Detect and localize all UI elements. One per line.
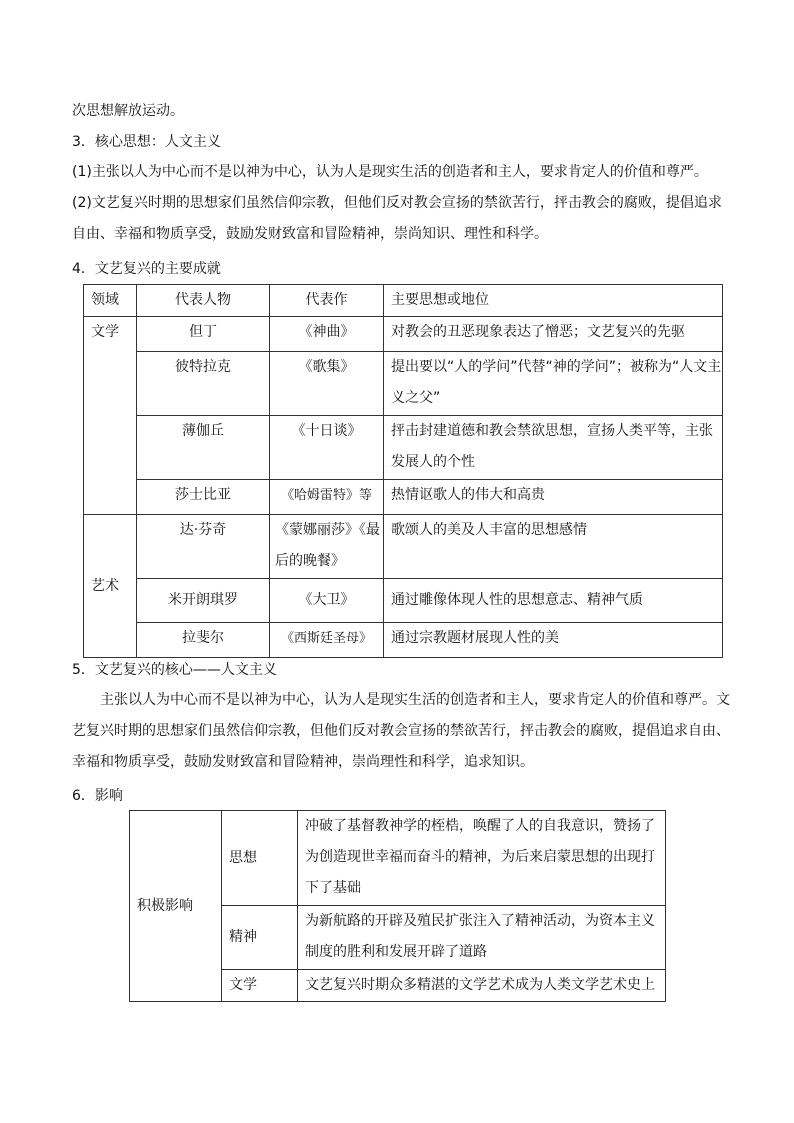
work-cell: 《蒙娜丽莎》《最后的晚餐》 bbox=[270, 515, 384, 579]
field-art: 艺术 bbox=[84, 515, 137, 658]
achievements-table bbox=[83, 284, 723, 658]
header-field: 领域 bbox=[84, 285, 137, 317]
influence-text: 为新航路的开辟及殖民扩张注入了精神活动，为资本主义制度的胜利和发展开辟了道路 bbox=[298, 906, 666, 970]
header-person: 代表人物 bbox=[137, 285, 270, 317]
influence-text: 文艺复兴时期众多精湛的文学艺术成为人类文学艺术史上 bbox=[298, 970, 666, 1002]
field-literature: 文学 bbox=[84, 317, 137, 515]
idea-cell: 通过雕像体现人性的思想意志、精神气质 bbox=[384, 579, 723, 623]
table-row bbox=[84, 352, 723, 416]
section-3-point-2: (2)文艺复兴时期的思想家们虽然信仰宗教，但他们反对教会宣扬的禁欲苦行，抨击教会的腐败，提倡追求自由、幸福和物质享受，鼓励发财致富和冒险精神，崇尚知识、理性和科学。 bbox=[72, 195, 722, 242]
work-cell: 《大卫》 bbox=[270, 579, 384, 623]
section-3-heading: 3．核心思想：人文主义 bbox=[72, 134, 221, 150]
aspect-cell: 思想 bbox=[222, 811, 298, 906]
header-idea: 主要思想或地位 bbox=[384, 285, 723, 317]
table-row bbox=[84, 515, 723, 579]
section-5-body: 主张以人为中心而不是以神为中心，认为人是现实生活的创造者和主人，要求肯定人的价值和尊严。文艺复兴时期的思想家们虽然信仰宗教，但他们反对教会宣扬的禁欲苦行，抨击教会的腐败，提倡追求自由、幸福和物质享受，鼓励发财致富和冒险精神，崇尚理性和科学，追求知识。 bbox=[72, 692, 730, 770]
table-header-row bbox=[84, 285, 723, 317]
work-cell: 《哈姆雷特》等 bbox=[270, 480, 384, 515]
person-cell: 彼特拉克 bbox=[137, 352, 270, 416]
work-cell: 《歌集》 bbox=[270, 352, 384, 416]
idea-cell: 热情讴歌人的伟大和高贵 bbox=[384, 480, 723, 515]
work-cell: 《十日谈》 bbox=[270, 416, 384, 480]
table-row bbox=[84, 317, 723, 352]
intro-tail: 次思想解放运动。 bbox=[72, 103, 184, 119]
section-5-heading: 5．文艺复兴的核心——人文主义 bbox=[72, 662, 277, 678]
table-row bbox=[84, 480, 723, 515]
person-cell: 薄伽丘 bbox=[137, 416, 270, 480]
aspect-cell: 精神 bbox=[222, 906, 298, 970]
influence-text: 冲破了基督教神学的桎梏，唤醒了人的自我意识，赞扬了为创造现世幸福而奋斗的精神，为后来启蒙思想的出现打下了基础 bbox=[298, 811, 666, 906]
idea-cell: 通过宗教题材展现人性的美 bbox=[384, 623, 723, 658]
idea-cell: 提出要以“人的学问”代替“神的学问”；被称为“人文主义之父” bbox=[384, 352, 723, 416]
header-work: 代表作 bbox=[270, 285, 384, 317]
work-cell: 《西斯廷圣母》 bbox=[270, 623, 384, 658]
category-positive: 积极影响 bbox=[130, 811, 222, 1002]
influence-table bbox=[129, 810, 666, 1002]
table-row bbox=[84, 416, 723, 480]
person-cell: 米开朗琪罗 bbox=[137, 579, 270, 623]
idea-cell: 歌颂人的美及人丰富的思想感情 bbox=[384, 515, 723, 579]
person-cell: 达·芬奇 bbox=[137, 515, 270, 579]
aspect-cell: 文学 bbox=[222, 970, 298, 1002]
idea-cell: 抨击封建道德和教会禁欲思想，宣扬人类平等，主张发展人的个性 bbox=[384, 416, 723, 480]
work-cell: 《神曲》 bbox=[270, 317, 384, 352]
table-row bbox=[84, 623, 723, 658]
section-3-point-1: (1)主张以人为中心而不是以神为中心，认为人是现实生活的创造者和主人，要求肯定人的价值和尊严。 bbox=[72, 164, 708, 180]
idea-cell: 对教会的丑恶现象表达了憎恶；文艺复兴的先驱 bbox=[384, 317, 723, 352]
person-cell: 莎士比亚 bbox=[137, 480, 270, 515]
person-cell: 拉斐尔 bbox=[137, 623, 270, 658]
section-6-heading: 6．影响 bbox=[72, 788, 123, 804]
section-4-heading: 4．文艺复兴的主要成就 bbox=[72, 261, 221, 277]
table-row bbox=[130, 811, 666, 906]
person-cell: 但丁 bbox=[137, 317, 270, 352]
table-row bbox=[84, 579, 723, 623]
